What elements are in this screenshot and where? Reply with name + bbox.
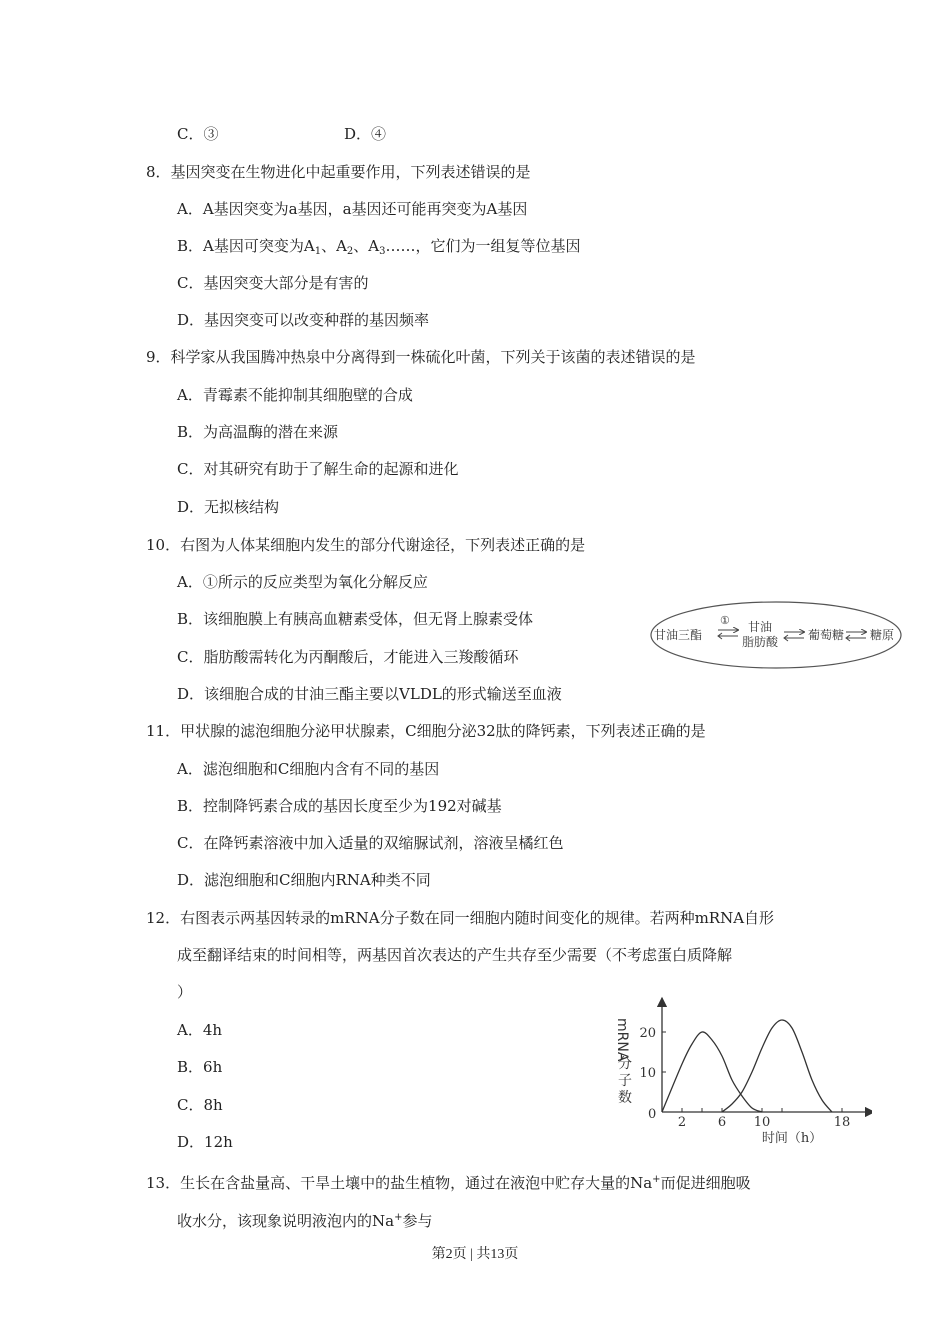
q13-stem-line2: 收水分，该现象说明液泡内的Na+参与 <box>177 1212 433 1230</box>
q12-stem-line1: 12．右图表示两基因转录的mRNA分子数在同一细胞内随时间变化的规律。若两种mRNA自形 <box>146 909 775 927</box>
page-footer: 第2页 | 共13页 <box>431 1247 519 1262</box>
y-axis-label-char: 数 <box>618 1090 632 1106</box>
q7-option-d: D．④ <box>344 125 387 143</box>
q11-stem: 11．甲状腺的滤泡细胞分泌甲状腺素，C细胞分泌32肽的降钙素，下列表述正确的是 <box>146 722 706 740</box>
x-tick-label: 6 <box>717 1115 727 1130</box>
q9-option-c: C．对其研究有助于了解生命的起源和进化 <box>177 460 459 478</box>
node-glucose: 葡萄糖 <box>808 628 845 642</box>
q12-stem-line2: 成至翻译结束的时间相等，两基因首次表达的产生共存至少需要（不考虑蛋白质降解 <box>177 946 733 964</box>
mrna-time-chart <box>612 996 872 1146</box>
q9-option-a: A．青霉素不能抑制其细胞壁的合成 <box>177 386 413 404</box>
node-triglyceride: 甘油三酯 <box>654 628 703 642</box>
q13-stem-line1: 13．生长在含盐量高、干旱土壤中的盐生植物，通过在液泡中贮存大量的Na+而促进细胞吸 <box>146 1174 751 1192</box>
node-glycerol: 甘油 <box>748 620 773 634</box>
node-glycogen: 糖原 <box>870 628 895 642</box>
q10-option-b: B．该细胞膜上有胰高血糖素受体，但无肾上腺素受体 <box>177 610 534 628</box>
y-tick-label: 20 <box>639 1026 656 1041</box>
q12-option-a: A．4h <box>177 1021 223 1039</box>
series-line-2 <box>722 1020 832 1112</box>
q11-option-c: C．在降钙素溶液中加入适量的双缩脲试剂，溶液呈橘红色 <box>177 834 564 852</box>
q11-option-a: A．滤泡细胞和C细胞内含有不同的基因 <box>177 760 440 778</box>
node-fatty-acid: 脂肪酸 <box>742 635 779 649</box>
metabolic-pathway-diagram <box>648 598 908 672</box>
x-tick-label: 10 <box>753 1115 771 1130</box>
axis-ticks <box>639 1026 850 1130</box>
q11-option-b: B．控制降钙素合成的基因长度至少为192对碱基 <box>177 797 502 815</box>
y-axis-label-char: 分 <box>618 1056 632 1072</box>
q10-option-c: C．脂肪酸需转化为丙酮酸后，才能进入三羧酸循环 <box>177 648 519 666</box>
q8-option-a: A．A基因突变为a基因，a基因还可能再突变为A基因 <box>177 200 528 218</box>
q12-option-d: D．12h <box>177 1133 233 1151</box>
x-tick-label: 18 <box>833 1115 851 1130</box>
q8-option-d: D．基因突变可以改变种群的基因频率 <box>177 311 430 329</box>
q8-option-b: B．A基因可突变为$A_1$、$A_2$、$A_3\dots\dots$，它们为一组复等位基因 <box>177 237 581 257</box>
q9-option-d: D．无拟核结构 <box>177 498 280 516</box>
y-axis-label-char: 子 <box>618 1073 632 1089</box>
chart-series <box>662 1020 832 1112</box>
series-line-1 <box>662 1032 762 1112</box>
x-axis-label: 时间（h） <box>761 1131 823 1146</box>
arrow-back-3 <box>846 635 866 641</box>
q10-stem: 10．右图为人体某细胞内发生的部分代谢途径，下列表述正确的是 <box>146 536 586 554</box>
q10-option-d: D．该细胞合成的甘油三酯主要以VLDL的形式输送至血液 <box>177 685 562 703</box>
y-axis-label-sub <box>618 1056 632 1106</box>
arrow-back-1 <box>718 633 738 639</box>
q10-option-a: A．①所示的反应类型为氧化分解反应 <box>177 573 428 591</box>
q7-option-c: C．③ <box>177 125 219 143</box>
q12-option-c: C．8h <box>177 1096 223 1114</box>
arrow-back-2 <box>784 635 804 641</box>
q12-stem-line3: ） <box>177 983 193 1001</box>
q8-stem: 8．基因突变在生物进化中起重要作用，下列表述错误的是 <box>146 163 531 181</box>
q8-option-c: C．基因突变大部分是有害的 <box>177 274 369 292</box>
q9-stem: 9．科学家从我国腾冲热泉中分离得到一株硫化叶菌，下列关于该菌的表述错误的是 <box>146 348 696 366</box>
x-tick-label: 2 <box>677 1115 687 1130</box>
q12-option-b: B．6h <box>177 1058 223 1076</box>
origin-label: 0 <box>648 1107 657 1122</box>
y-tick-label: 10 <box>639 1066 656 1081</box>
reaction-marker-1: ① <box>720 614 730 627</box>
q9-option-b: B．为高温酶的潜在来源 <box>177 423 339 441</box>
q11-option-d: D．滤泡细胞和C细胞内RNA种类不同 <box>177 871 431 889</box>
y-axis-label-main: mRNA <box>614 1018 630 1062</box>
